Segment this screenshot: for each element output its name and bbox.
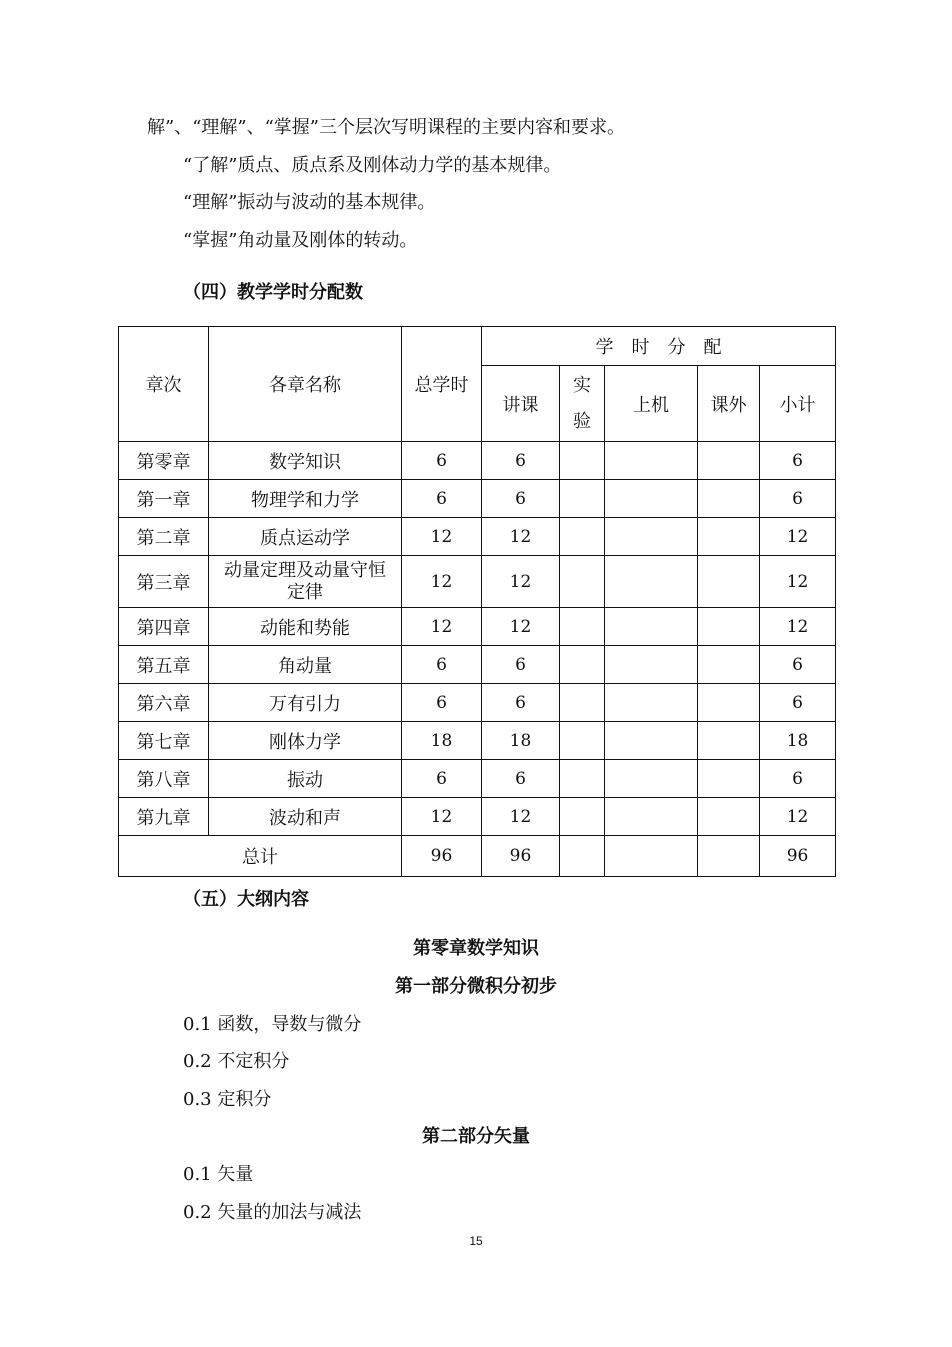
row-lab [560, 646, 605, 684]
row-name: 波动和声 [209, 798, 402, 836]
row-extra [698, 760, 760, 798]
intro-line-3: “理解”振动与波动的基本规律。 [183, 192, 436, 213]
row-name: 动能和势能 [209, 608, 402, 646]
row-extra [698, 556, 760, 608]
row-lab [560, 684, 605, 722]
header-extra: 课外 [698, 366, 760, 442]
row-lab [560, 518, 605, 556]
table-row [119, 518, 836, 556]
row-subtotal: 12 [760, 518, 836, 556]
section5-title: （五）大纲内容 [183, 889, 309, 910]
row-extra [698, 608, 760, 646]
row-chapter: 第三章 [119, 556, 209, 608]
row-chapter: 第二章 [119, 518, 209, 556]
row-computer [605, 722, 698, 760]
table-row [119, 722, 836, 760]
part1-title: 第一部分微积分初步 [395, 976, 557, 997]
row-total: 12 [402, 518, 482, 556]
row-computer [605, 760, 698, 798]
total-lab [560, 836, 605, 877]
row-lecture: 6 [482, 442, 560, 480]
row-subtotal: 12 [760, 608, 836, 646]
row-total: 12 [402, 798, 482, 836]
total-computer [605, 836, 698, 877]
page-number: 15 [469, 1234, 483, 1248]
total-lecture: 96 [482, 836, 560, 877]
row-subtotal: 6 [760, 760, 836, 798]
row-chapter: 第四章 [119, 608, 209, 646]
header-computer: 上机 [605, 366, 698, 442]
row-computer [605, 518, 698, 556]
table-row [119, 442, 836, 480]
row-name: 质点运动学 [209, 518, 402, 556]
row-name: 刚体力学 [209, 722, 402, 760]
row-subtotal: 18 [760, 722, 836, 760]
row-chapter: 第零章 [119, 442, 209, 480]
row-total: 12 [402, 556, 482, 608]
row-lecture: 18 [482, 722, 560, 760]
row-computer [605, 442, 698, 480]
row-chapter: 第九章 [119, 798, 209, 836]
table-row [119, 646, 836, 684]
intro-line-2: “了解”质点、质点系及刚体动力学的基本规律。 [183, 155, 562, 176]
part2-title: 第二部分矢量 [422, 1126, 530, 1147]
header-chapter: 章次 [119, 327, 209, 442]
intro-line-4: “掌握”角动量及刚体的转动。 [183, 230, 418, 251]
row-chapter: 第五章 [119, 646, 209, 684]
list-item: 0.1 矢量 [183, 1164, 254, 1185]
total-extra [698, 836, 760, 877]
row-total: 12 [402, 608, 482, 646]
list-item: 0.1 函数，导数与微分 [183, 1014, 362, 1035]
table-row [119, 556, 836, 608]
row-name: 数学知识 [209, 442, 402, 480]
list-item: 0.3 定积分 [183, 1089, 272, 1110]
row-computer [605, 684, 698, 722]
section4-title: （四）教学学时分配数 [183, 282, 363, 303]
row-computer [605, 646, 698, 684]
row-name: 动量定理及动量守恒 定律 [209, 556, 402, 608]
header-name: 各章名称 [209, 327, 402, 442]
row-subtotal: 6 [760, 646, 836, 684]
teaching-hours-table [118, 326, 836, 877]
row-name: 振动 [209, 760, 402, 798]
table-total-row [119, 836, 836, 877]
row-subtotal: 12 [760, 556, 836, 608]
row-lecture: 12 [482, 608, 560, 646]
row-subtotal: 6 [760, 480, 836, 518]
row-lecture: 6 [482, 480, 560, 518]
row-subtotal: 12 [760, 798, 836, 836]
table-row [119, 760, 836, 798]
header-lecture: 讲课 [482, 366, 560, 442]
row-chapter: 第八章 [119, 760, 209, 798]
row-lab [560, 798, 605, 836]
row-total: 6 [402, 760, 482, 798]
total-hours: 96 [402, 836, 482, 877]
total-label: 总计 [119, 836, 402, 877]
row-computer [605, 556, 698, 608]
row-lab [560, 722, 605, 760]
row-lecture: 12 [482, 798, 560, 836]
table-row [119, 798, 836, 836]
table-row [119, 480, 836, 518]
row-subtotal: 6 [760, 684, 836, 722]
chapter0-title: 第零章数学知识 [413, 938, 539, 959]
row-lab [560, 442, 605, 480]
row-extra [698, 722, 760, 760]
row-lecture: 6 [482, 646, 560, 684]
row-chapter: 第一章 [119, 480, 209, 518]
row-lab [560, 760, 605, 798]
table-header-row [119, 327, 836, 366]
row-extra [698, 798, 760, 836]
row-lecture: 12 [482, 518, 560, 556]
intro-line-1: 解”、“理解”、“掌握”三个层次写明课程的主要内容和要求。 [147, 117, 626, 138]
row-name: 物理学和力学 [209, 480, 402, 518]
total-subtotal: 96 [760, 836, 836, 877]
header-subtotal: 小计 [760, 366, 836, 442]
row-computer [605, 608, 698, 646]
header-allocation: 学 时 分 配 [482, 327, 836, 366]
row-lecture: 6 [482, 760, 560, 798]
row-total: 6 [402, 646, 482, 684]
row-name: 角动量 [209, 646, 402, 684]
header-total: 总学时 [402, 327, 482, 442]
table-row [119, 684, 836, 722]
table-row [119, 608, 836, 646]
row-lab [560, 480, 605, 518]
header-lab: 实 验 [560, 366, 605, 442]
list-item: 0.2 不定积分 [183, 1051, 290, 1072]
row-total: 6 [402, 480, 482, 518]
row-lecture: 6 [482, 684, 560, 722]
list-item: 0.2 矢量的加法与减法 [183, 1202, 362, 1223]
row-extra [698, 480, 760, 518]
row-computer [605, 798, 698, 836]
row-name: 万有引力 [209, 684, 402, 722]
row-extra [698, 442, 760, 480]
row-lecture: 12 [482, 556, 560, 608]
row-chapter: 第六章 [119, 684, 209, 722]
row-subtotal: 6 [760, 442, 836, 480]
row-total: 6 [402, 442, 482, 480]
row-extra [698, 646, 760, 684]
row-total: 18 [402, 722, 482, 760]
row-lab [560, 608, 605, 646]
row-computer [605, 480, 698, 518]
row-chapter: 第七章 [119, 722, 209, 760]
row-extra [698, 684, 760, 722]
row-extra [698, 518, 760, 556]
row-lab [560, 556, 605, 608]
row-total: 6 [402, 684, 482, 722]
